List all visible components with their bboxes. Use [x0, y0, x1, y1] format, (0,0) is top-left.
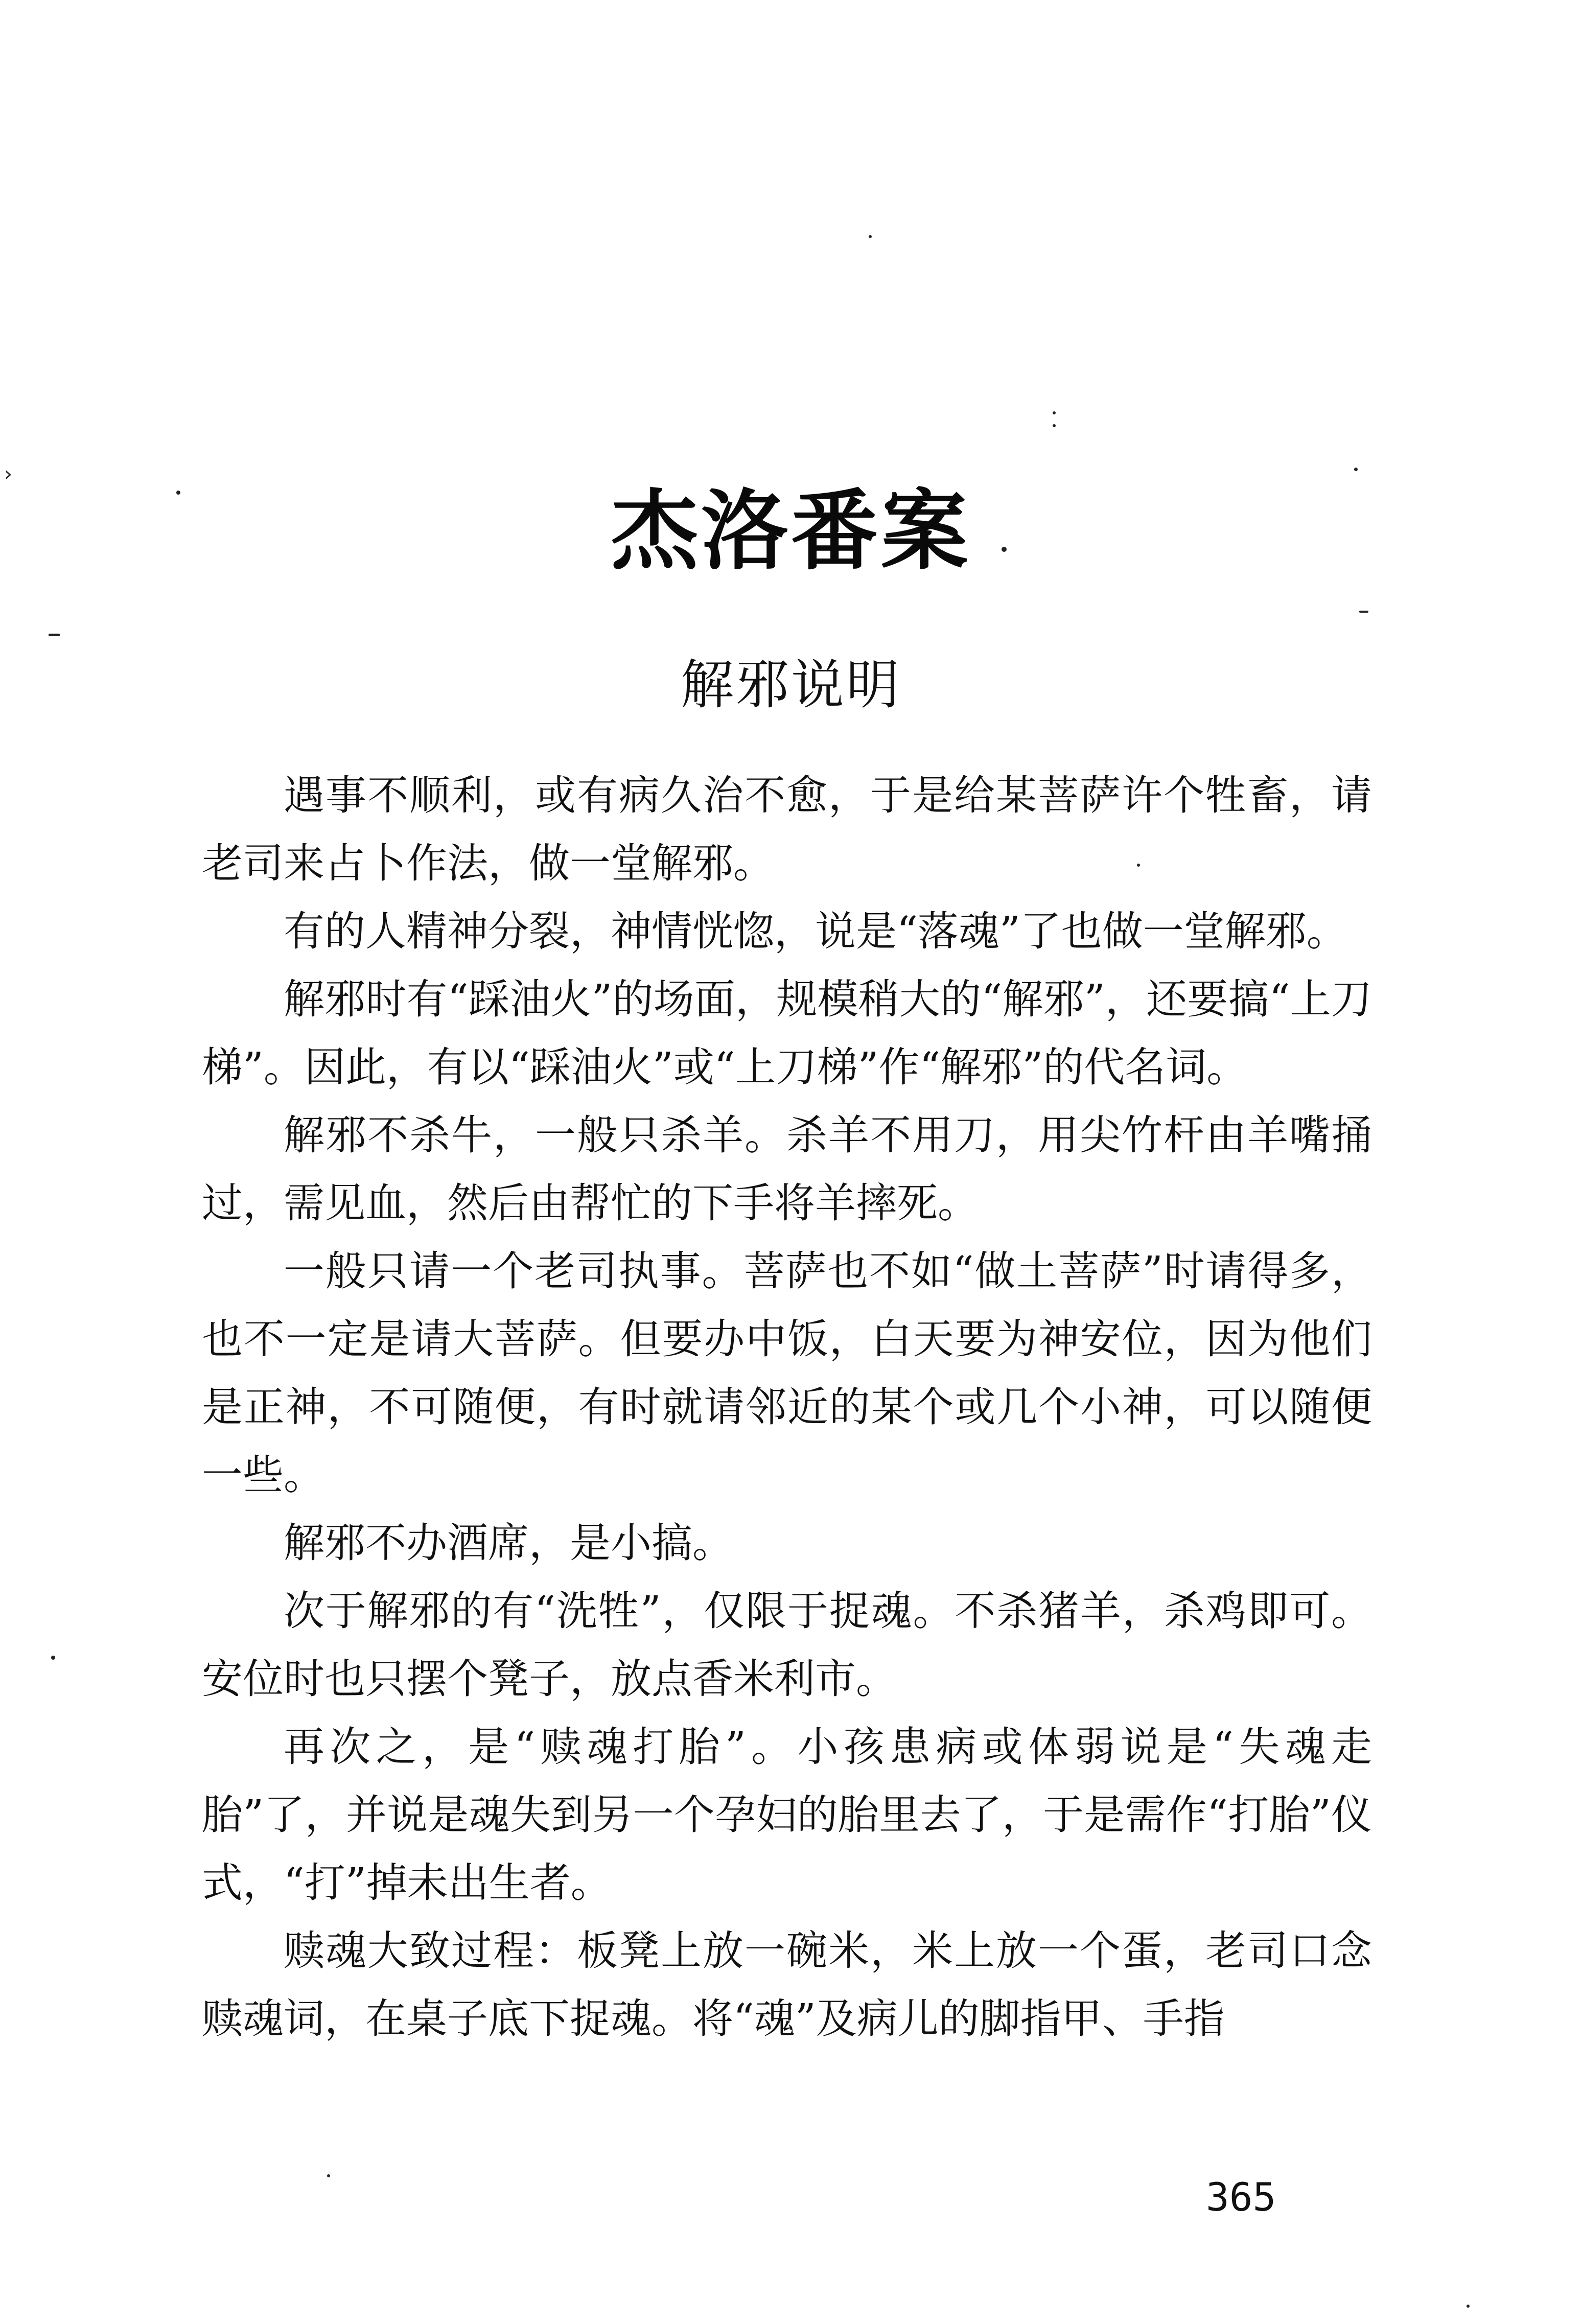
scan-mark-left: › [4, 462, 12, 486]
scan-speck [1467, 2305, 1470, 2308]
paragraph: 再次之，是“赎魂打胎”。小孩患病或体弱说是“失魂走胎”了，并说是魂失到另一个孕妇的胎里去了，于是需作“打胎”仪式，“打”掉未出生者。 [202, 1723, 1372, 1907]
scan-speck [1354, 468, 1358, 471]
paragraph: 解邪不办酒席，是小搞。 [284, 1519, 733, 1567]
scan-speck [49, 634, 60, 636]
paragraph: 解邪时有“踩油火”的场面，规模稍大的“解邪”，还要搞“上刀梯”。因此，有以“踩油火”或“上刀梯”作“解邪”的代名词。 [202, 975, 1372, 1091]
paragraph: 遇事不顺利，或有病久治不愈，于是给某菩萨许个牲畜，请老司来占卜作法，做一堂解邪。 [202, 772, 1372, 887]
scan-speck [1053, 424, 1056, 427]
page-title: 杰洛番案 [611, 481, 971, 582]
paragraph: 一般只请一个老司执事。菩萨也不如“做土菩萨”时请得多，也不一定是请大菩萨。但要办中饭，白天要为神安位，因为他们是正神，不可随便，有时就请邻近的某个或几个小神，可以随便一些。 [202, 1247, 1372, 1499]
paragraph: 有的人精神分裂，神情恍惚，说是“落魂”了也做一堂解邪。 [284, 908, 1347, 955]
scan-speck [51, 1656, 55, 1660]
page-number: 365 [1206, 2174, 1276, 2220]
scan-speck [1053, 411, 1056, 414]
paragraph: 次于解邪的有“洗牲”，仅限于捉魂。不杀猪羊，杀鸡即可。安位时也只摆个凳子，放点香米利市。 [202, 1587, 1372, 1703]
paragraph: 赎魂大致过程：板凳上放一碗米，米上放一个蛋，老司口念赎魂词，在桌子底下捉魂。将“魂”及病儿的脚指甲、手指 [202, 1927, 1372, 2042]
scan-speck [327, 2174, 330, 2177]
paragraph: 解邪不杀牛，一般只杀羊。杀羊不用刀，用尖竹杆由羊嘴捅过，需见血，然后由帮忙的下手将羊摔死。 [202, 1111, 1372, 1227]
scan-speck [1359, 611, 1368, 613]
section-heading: 解邪说明 [680, 654, 901, 716]
scan-speck [869, 235, 872, 238]
body-text [202, 761, 1372, 2053]
